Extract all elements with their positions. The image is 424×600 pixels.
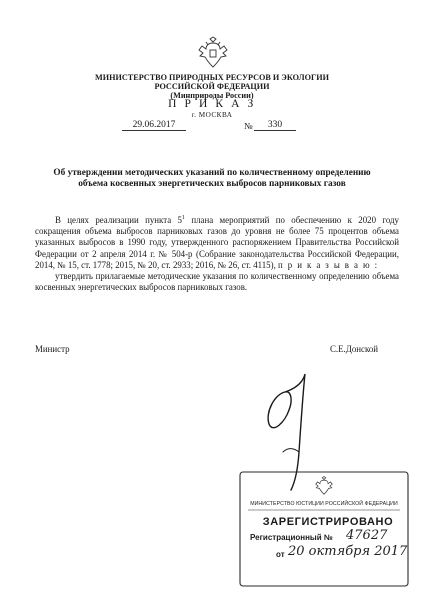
title-line-1: Об утверждении методических указаний по количественному определению (53, 168, 371, 178)
stamp-registration-number: 47627 (346, 528, 388, 543)
stamp-date-value: 20 октября 2017 (288, 544, 408, 559)
ministry-short-name: (Минприроды России) (170, 91, 254, 101)
footnote-superscript: 1 (181, 215, 185, 221)
document-title (34, 168, 390, 190)
paragraph-1-text: плана мероприятий по обеспечению к 2020 году сокращения объема выбросов парниковых газов до уровня не более 75 процентов объема указанных выбросов в 1990 году, утвержденного распоряжением Правительства Российской Федерации от 2 апреля 2014 г. № 504-р (Собрание законодательства Российской Федерации, 2014, № 15, ст. 1778; 2015, № 20, ст. 2933; 2016, № 26, ст. 4115), (35, 214, 399, 270)
stamp-ministry-name: МИНИСТЕРСТВО ЮСТИЦИИ РОССИЙСКОЙ ФЕДЕРАЦИИ (250, 501, 398, 507)
ministry-line-2: РОССИЙСКОЙ ФЕДЕРАЦИИ (154, 82, 270, 92)
document-type: П Р И К А З (168, 98, 256, 110)
ministry-header (0, 73, 424, 101)
number-label: № (244, 121, 253, 131)
document-body (35, 213, 399, 293)
document-date: 29.06.2017 (122, 120, 186, 131)
document-number: 330 (254, 120, 296, 131)
signatory-position: Министр (35, 344, 70, 354)
document-city: г. МОСКВА (191, 111, 233, 119)
signatory-name: С.Е.Донской (330, 344, 379, 354)
body-paragraph-1 (35, 213, 399, 271)
ministry-line-1: МИНИСТЕРСТВО ПРИРОДНЫХ РЕСУРСОВ И ЭКОЛОГИИ (95, 73, 329, 82)
body-paragraph-2: утвердить прилагаемые методические указания по количественному определению объема косвенных энергетических выбросов парниковых газов. (35, 270, 399, 293)
title-line-2: объема косвенных энергетических выбросов парниковых газов (78, 178, 346, 189)
paragraph-1-start: В целях реализации пункта 5 (55, 214, 182, 225)
coat-of-arms-emblem (196, 36, 230, 70)
order-keyword: п р и к а з ы в а ю : (278, 259, 379, 270)
stamp-date-label: от (276, 550, 285, 559)
stamp-emblem-icon (314, 476, 334, 496)
stamp-registered-label: ЗАРЕГИСТРИРОВАНО (262, 516, 394, 528)
stamp-registration-number-label: Регистрационный № (250, 533, 333, 542)
